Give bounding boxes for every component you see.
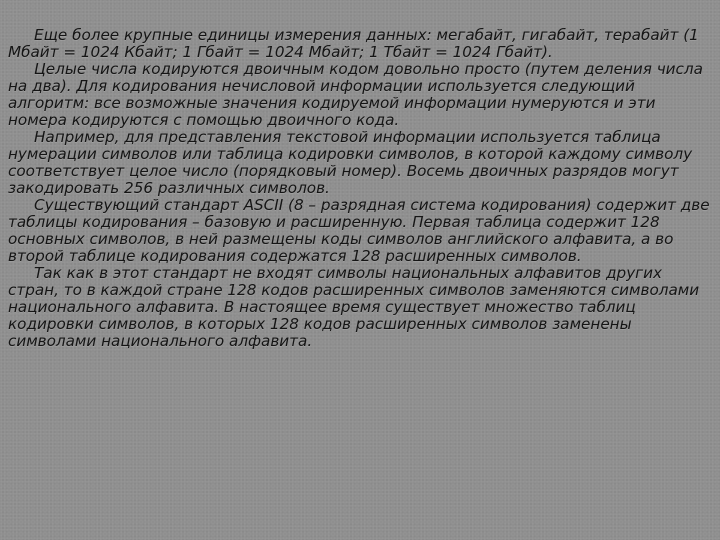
paragraph-ascii-standard: Существующий стандарт ASCII (8 – разрядная система кодирования) содержит две таблицы кодирования – базовую и расширенную. Первая таблица содержит 128 основных символов, в ней размещены коды символов английского алфавита, а во второй таблице кодирования содержатся 128 расширенных символов.: [8, 196, 710, 265]
paragraph-binary-encoding: Целые числа кодируются двоичным кодом довольно просто (путем деления числа на два). Для кодирования нечисловой информации используется следующий алгоритм: все возможные значения кодируемой информации нумеруются и эти номера кодируются с помощью двоичного кода.: [8, 60, 703, 129]
paragraph-encoding-table: Например, для представления текстовой информации используется таблица нумерации символов или таблица кодировки символов, в которой каждому символу соответствует целое число (порядковый номер). Восемь двоичных разрядов могут закодировать 256 различных символов.: [8, 128, 693, 197]
text-body: [8, 27, 716, 350]
paragraph-data-units: Еще более крупные единицы измерения данных: мегабайт, гигабайт, терабайт (1 Мбайт = 1024 Кбайт; 1 Гбайт = 1024 Мбайт; 1 Тбайт = 1024 Гбайт).: [8, 26, 699, 61]
paragraph-national-alphabets: Так как в этот стандарт не входят символы национальных алфавитов других стран, то в каждой стране 128 кодов расширенных символов заменяются символами национального алфавита. В настоящее время существует множество таблиц кодировки символов, в которых 128 кодов расширенных символов заменены символами национального алфавита.: [8, 264, 700, 350]
